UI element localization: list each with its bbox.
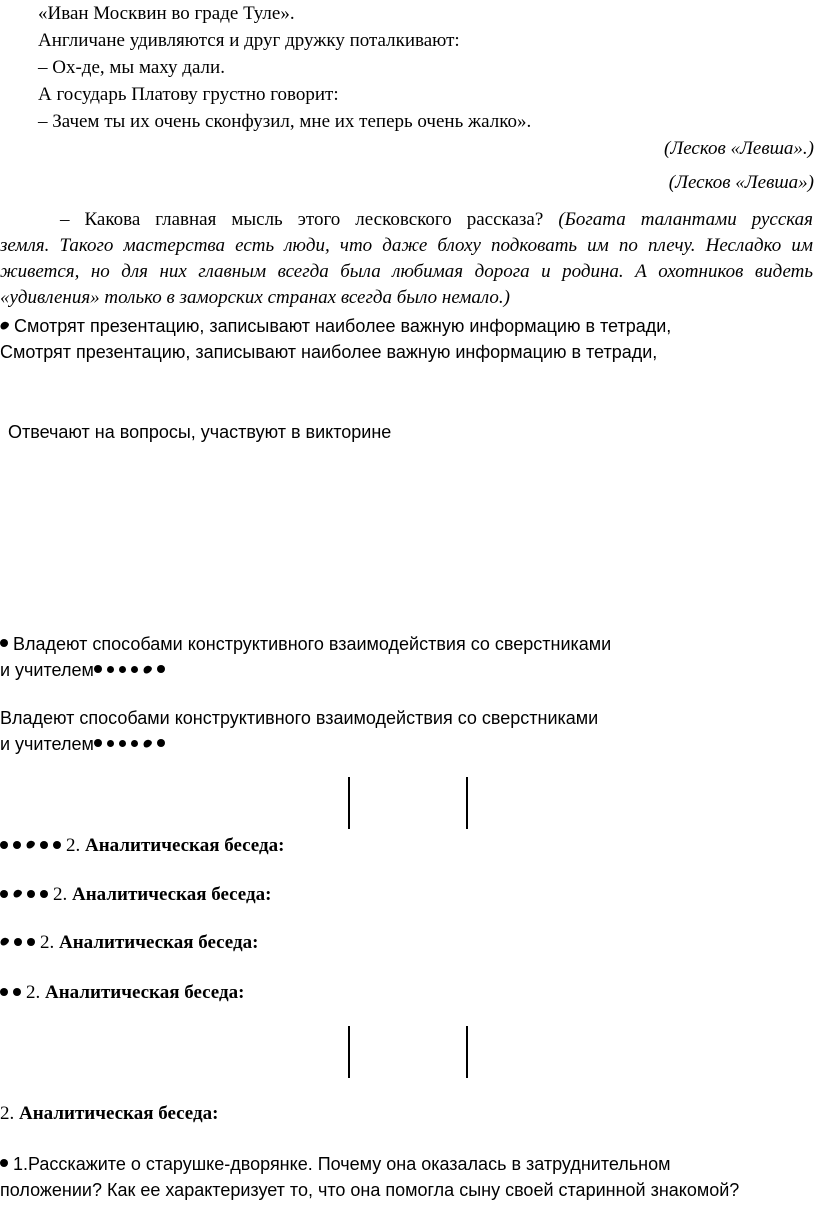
skills-2-line-1: Владеют способами конструктивного взаимодействия со сверстниками <box>0 708 599 728</box>
skills-1-text-2: и учителем <box>0 660 94 680</box>
heading-number: 2. <box>53 884 68 905</box>
bullet-icon <box>94 665 102 673</box>
heading-title: Аналитическая беседа: <box>72 884 272 905</box>
poem-line-3: – Ох-де, мы маху дали. <box>38 57 225 78</box>
bullet-icon <box>142 664 153 675</box>
heading-row-3 <box>0 930 258 956</box>
answer-part-1: (Богата талантами русская <box>558 209 813 230</box>
bullet-icon <box>119 666 126 673</box>
attribution-2: (Лесков «Левша») <box>668 172 814 193</box>
bullet-icon <box>0 841 8 849</box>
task-line-2: положении? Как ее характеризует то, что она помогла сыну своей старинной знакомой? <box>0 1180 740 1200</box>
skills-2-line-2 <box>0 732 170 756</box>
task-line-1 <box>0 1152 671 1176</box>
bullet-icon <box>142 738 153 749</box>
table-border-line <box>348 777 350 829</box>
heading-number: 2. <box>0 1103 15 1124</box>
skills-1-line-2 <box>0 658 170 682</box>
heading-title: Аналитическая беседа: <box>45 982 245 1003</box>
table-border-line <box>348 1026 350 1078</box>
table-border-line <box>466 1026 468 1078</box>
bullet-icon <box>40 841 48 849</box>
question-line-1 <box>0 207 813 233</box>
heading-row-2 <box>0 882 271 908</box>
activity-3: Отвечают на вопросы, участвуют в викторине <box>8 422 392 442</box>
poem-line-5: – Зачем ты их очень сконфузил, мне их теперь очень жалко». <box>38 111 532 132</box>
bullet-icon <box>0 988 8 996</box>
heading-number: 2. <box>66 835 81 856</box>
heading-row-5 <box>0 1101 218 1127</box>
answer-line-3: живется, но для них главным всегда была любимая дорога и родина. А охотников видеть <box>0 261 813 282</box>
poem-line-4: А государь Платову грустно говорит: <box>38 84 339 105</box>
bullet-icon <box>25 839 36 850</box>
answer-line-2: земля. Такого мастерства есть люди, что даже блоху подковать им по плечу. Несладко им <box>0 235 813 256</box>
bullet-icon <box>107 740 114 747</box>
activity-1 <box>0 314 671 338</box>
heading-title: Аналитическая беседа: <box>85 835 285 856</box>
bullet-icon <box>0 1159 8 1167</box>
activity-1-text: Смотрят презентацию, записывают наиболее важную информацию в тетради, <box>14 316 672 336</box>
bullet-icon <box>131 666 138 673</box>
poem-line-1: «Иван Москвин во граде Туле». <box>38 3 295 24</box>
heading-title: Аналитическая беседа: <box>59 932 259 953</box>
table-border-line <box>466 777 468 829</box>
bullet-icon <box>0 936 10 947</box>
bullet-icon <box>157 665 165 673</box>
bullet-icon <box>0 639 8 647</box>
answer-line-4: «удивления» только в заморских странах всегда было немало.) <box>0 287 511 308</box>
bullet-icon <box>0 320 10 331</box>
heading-number: 2. <box>40 932 55 953</box>
bullet-icon <box>107 666 114 673</box>
bullet-icon <box>13 988 21 996</box>
bullet-icon <box>14 938 22 946</box>
bullet-icon <box>27 938 35 946</box>
attribution-1: (Лесков «Левша».) <box>664 138 814 159</box>
bullet-icon <box>119 740 126 747</box>
bullet-icon <box>0 890 8 898</box>
heading-title: Аналитическая беседа: <box>19 1103 219 1124</box>
bullet-icon <box>12 888 23 899</box>
bullet-icon <box>94 739 102 747</box>
heading-row-4 <box>0 980 244 1006</box>
heading-row-1 <box>0 833 284 859</box>
bullet-icon <box>157 739 165 747</box>
heading-number: 2. <box>26 982 41 1003</box>
bullet-icon <box>40 890 48 898</box>
bullet-icon <box>53 841 61 849</box>
activity-2: Смотрят презентацию, записывают наиболее важную информацию в тетради, <box>0 342 658 362</box>
skills-2-text-2: и учителем <box>0 734 94 754</box>
skills-1-text: Владеют способами конструктивного взаимодействия со сверстниками <box>13 634 612 654</box>
question-lead: – Какова главная мысль этого лесковского рассказа? <box>60 209 544 230</box>
poem-line-2: Англичане удивляются и друг дружку поталкивают: <box>38 30 460 51</box>
bullet-icon <box>13 841 21 849</box>
bullet-icon <box>131 740 138 747</box>
bullet-icon <box>27 890 35 898</box>
task-text-1: 1.Расскажите о старушке-дворянке. Почему она оказалась в затруднительном <box>13 1154 671 1174</box>
skills-1-line-1 <box>0 632 611 656</box>
